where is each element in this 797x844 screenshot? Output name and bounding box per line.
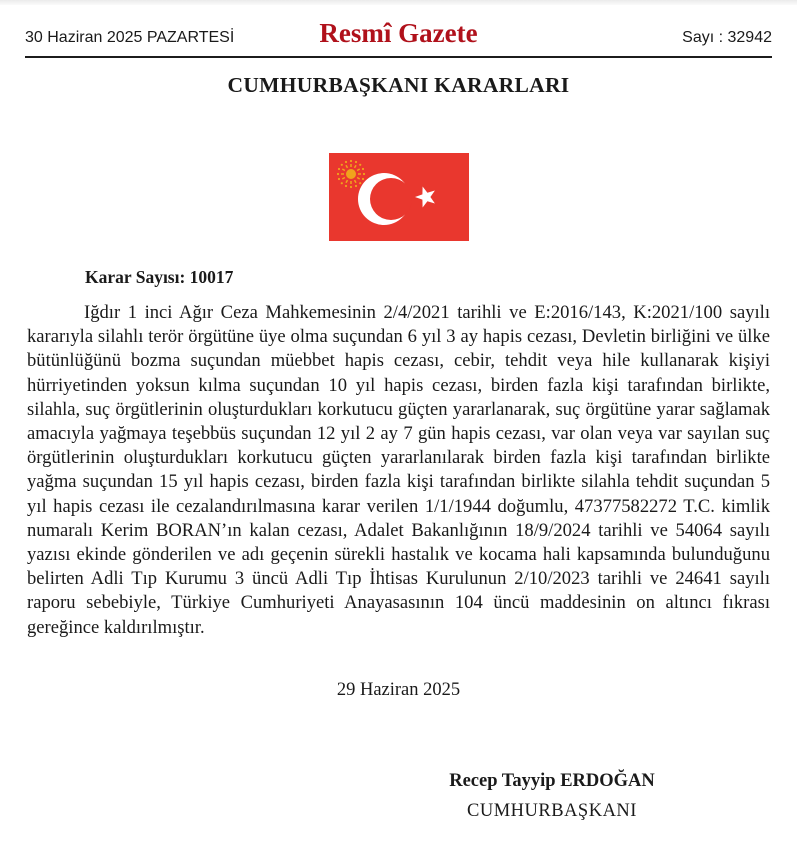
turkish-presidential-flag-image bbox=[329, 153, 469, 241]
issue-date: 30 Haziran 2025 PAZARTESİ bbox=[25, 29, 235, 46]
issue-number: Sayı : 32942 bbox=[682, 29, 772, 46]
masthead bbox=[0, 5, 797, 49]
decision-date: 29 Haziran 2025 bbox=[336, 679, 461, 700]
decision-number: Karar Sayısı: 10017 bbox=[85, 267, 234, 287]
crescent-inner bbox=[370, 178, 412, 220]
presidential-sun-emblem bbox=[336, 160, 364, 188]
masthead-divider bbox=[25, 56, 772, 58]
turkish-flag-icon bbox=[329, 153, 469, 241]
signature-block bbox=[337, 771, 767, 844]
president-name: Recep Tayyip ERDOĞAN bbox=[449, 770, 655, 791]
section-title: CUMHURBAŞKANI KARARLARI bbox=[227, 73, 570, 97]
gazette-title: Resmî Gazete bbox=[319, 18, 478, 48]
president-title: CUMHURBAŞKANI bbox=[467, 800, 637, 821]
decision-body: Iğdır 1 inci Ağır Ceza Mahkemesinin 2/4/2021 tarihli ve E:2016/143, K:2021/100 sayılı kararıyla silahlı terör örgütüne üye olma suçundan 6 yıl 3 ay hapis cezası, Devletin birliğini ve ülke bütünlüğünü bozma suçundan müebbet hapis cezası, cebir, tehdit veya hile kullanarak kişiyi hürriyetinden yoksun kılma suçundan 10 yıl hapis cezası, birden fazla kişi tarafından birlikte, silahla, suç örgütlerinin oluşturdukları korkutucu güçten yararlanarak, suç örgütüne yarar sağlamak amacıyla yağmaya teşebbüs suçundan 12 yıl 2 ay 7 gün hapis cezası, var olan veya var sayılan suç örgütlerinin oluşturdukları korkutucu güçten yararlanılarak birden fazla kişi tarafından birlikte yağma suçundan 15 yıl hapis cezası, birden fazla kişi tarafından birlikte silahla tehdit suçundan 5 yıl hapis cezası ile cezalandırılmasına karar verilen 1/1/1944 doğumlu, 47377582272 T.C. kimlik numaralı Kerim BORAN’ın kalan cezası, Adalet Bakanlığının 18/9/2024 tarihli ve 54064 sayılı yazısı ekinde gönderilen ve adı geçenin sürekli hastalık ve kocama hali kapsamında bulunduğunu belirten Adli Tıp Kurumu 3 üncü Adli Tıp İhtisas Kurulunun 2/10/2023 tarihli ve 24641 sayılı raporu sebebiyle, Türkiye Cumhuriyeti Anayasasının 104 üncü maddesinin on altıncı fıkrası gereğince kaldırılmıştır. bbox=[27, 302, 770, 638]
